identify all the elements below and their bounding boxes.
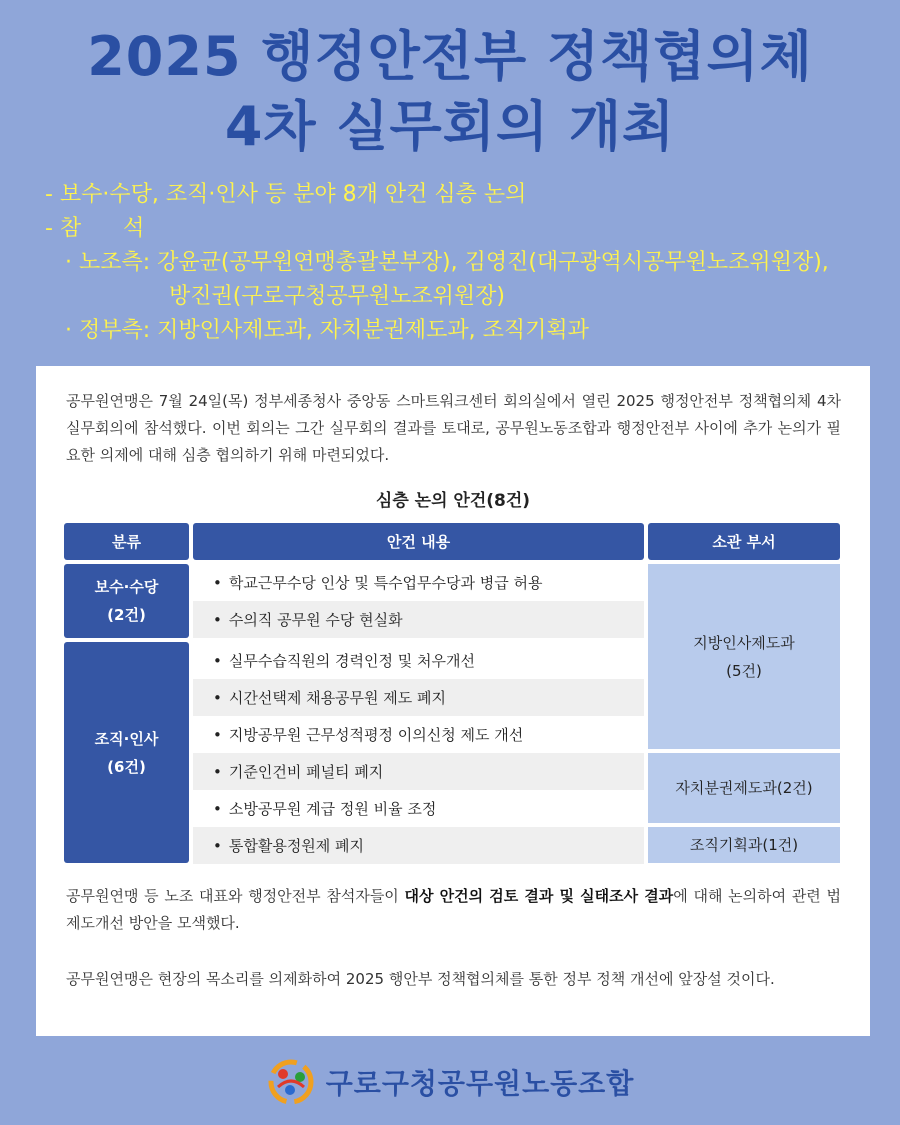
summary-gov-side: · 정부측: 지방인사제도과, 자치분권제도과, 조직기획과 xyxy=(65,318,589,343)
title-line-1: 2025 행정안전부 정책협의체 xyxy=(87,25,813,88)
summary-block xyxy=(45,178,875,348)
summary-agenda: - 보수·수당, 조직·인사 등 분야 8개 안건 심층 논의 xyxy=(45,182,527,207)
dept-autonomy: 자치분권제도과(2건) xyxy=(648,753,840,823)
category-name: 조직·인사 xyxy=(94,729,159,748)
category-count: (6건) xyxy=(107,757,146,776)
intro-paragraph: 공무원연맹은 7월 24일(목) 정부세종청사 중앙동 스마트워크센터 회의실에서 열린 2025 행정안전부 정책협의체 4차 실무회의에 참석했다. 이번 회의는 그간 실무회의 결과를 토대로, 공무원노동조합과 행정안전부 사이에 추가 논의가 필요한 의제에 대해 심층 협의하기 위해 마련되었다. xyxy=(66,392,841,464)
dept-local-personnel: 지방인사제도과 (5건) xyxy=(648,564,840,749)
agenda-item: • 소방공무원 계급 정원 비율 조정 xyxy=(213,799,437,818)
page-title xyxy=(0,22,900,162)
header-dept: 소관 부서 xyxy=(648,523,840,560)
category-pay xyxy=(64,564,189,638)
header-content: 안건 내용 xyxy=(193,523,644,560)
dept-org-planning: 조직기획과(1건) xyxy=(648,827,840,863)
agenda-item: • 수의직 공무원 수당 현실화 xyxy=(193,601,644,638)
category-count: (2건) xyxy=(107,606,146,624)
title-line-2: 4차 실무회의 개최 xyxy=(224,95,676,158)
agenda-item: • 실무수습직원의 경력인정 및 처우개선 xyxy=(213,651,476,670)
footer xyxy=(0,1052,900,1112)
union-logo-icon xyxy=(266,1057,316,1107)
summary-attendees-label: - 참 석 xyxy=(45,216,145,241)
agenda-item: • 통합활용정원제 폐지 xyxy=(193,827,644,864)
agenda-item: • 지방공무원 근무성적평정 이의신청 제도 개선 xyxy=(213,725,524,744)
agenda-table xyxy=(64,523,840,863)
category-org xyxy=(64,642,189,863)
header-category: 분류 xyxy=(64,523,189,560)
discussion-paragraph: 공무원연맹 등 노조 대표와 행정안전부 참석자들이 대상 안건의 검토 결과 및 실태조사 결과에 대해 논의하여 관련 법 제도개선 방안을 모색했다. xyxy=(66,887,841,932)
table-title: 심층 논의 안건(8건) xyxy=(375,491,531,511)
category-name: 보수·수당 xyxy=(94,578,159,596)
content-card xyxy=(36,366,870,1036)
footer-org-name: 구로구청공무원노동조합 xyxy=(325,1067,635,1100)
summary-union-side-cont: 방진권(구로구청공무원노조위원장) xyxy=(169,284,505,309)
closing-paragraph: 공무원연맹은 현장의 목소리를 의제화하여 2025 행안부 정책협의체를 통한 정부 정책 개선에 앞장설 것이다. xyxy=(66,970,775,988)
agenda-item: • 기준인건비 페널티 폐지 xyxy=(193,753,644,790)
agenda-item: • 학교근무수당 인상 및 특수업무수당과 병급 허용 xyxy=(213,573,543,592)
summary-union-side: · 노조측: 강윤균(공무원연맹총괄본부장), 김영진(대구광역시공무원노조위원장), xyxy=(65,250,829,275)
agenda-item: • 시간선택제 채용공무원 제도 폐지 xyxy=(193,679,644,716)
